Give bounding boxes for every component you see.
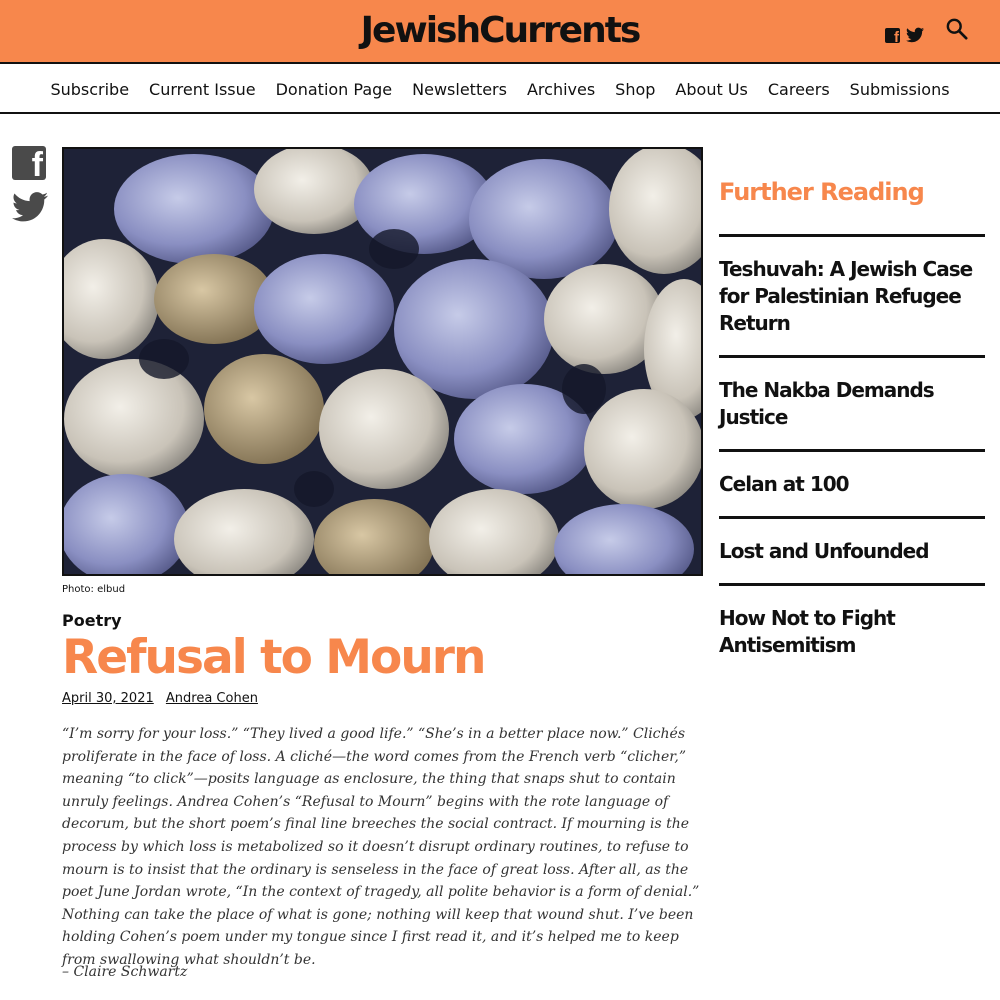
article-signature: – Claire Schwartz bbox=[62, 964, 188, 980]
nav-item-archives[interactable]: Archives bbox=[526, 79, 596, 99]
nav-item-shop[interactable]: Shop bbox=[615, 79, 656, 99]
hero-image bbox=[62, 147, 703, 576]
article-date[interactable]: April 30, 2021 bbox=[62, 691, 154, 706]
further-reading-item[interactable]: How Not to Fight Antisemitism bbox=[719, 583, 985, 677]
further-reading-item[interactable]: Lost and Unfounded bbox=[719, 516, 985, 583]
twitter-icon[interactable] bbox=[906, 27, 924, 43]
further-reading-item[interactable]: The Nakba Demands Justice bbox=[719, 355, 985, 449]
nav-item-donation-page[interactable]: Donation Page bbox=[275, 79, 393, 99]
site-logo[interactable]: JewishCurrents bbox=[360, 10, 640, 51]
nav-item-current-issue[interactable]: Current Issue bbox=[149, 79, 256, 99]
photo-caption: Photo: elbud bbox=[62, 584, 126, 595]
nav-item-submissions[interactable]: Submissions bbox=[849, 79, 950, 99]
nav-item-careers[interactable]: Careers bbox=[767, 79, 830, 99]
facebook-icon[interactable] bbox=[885, 28, 900, 43]
nav-item-subscribe[interactable]: Subscribe bbox=[50, 79, 130, 99]
twitter-share-icon[interactable] bbox=[12, 192, 48, 222]
facebook-share-icon[interactable] bbox=[12, 146, 46, 180]
article-meta bbox=[62, 691, 266, 706]
further-reading bbox=[719, 178, 985, 677]
site-header bbox=[0, 0, 1000, 64]
main-nav bbox=[0, 66, 1000, 114]
article-body: “I’m sorry for your loss.” “They lived a good life.” “She’s in a better place now.” Clichés proliferate in the face of loss. A cliché—the word comes from the French verb “clicher,” meaning “to click”—posits language as enclosure, the thing that snaps shut to contain unruly feelings. Andrea Cohen’s “Refusal to Mourn” begins with the rote language of decorum, but the short poem’s final line breeches the social contract. If mourning is the process by which loss is metabolized so it doesn’t disrupt ordinary routines, to refuse to mourn is to insist that the ordinary is senseless in the face of great loss. After all, as the poet June Jordan wrote, “In the context of tragedy, all polite behavior is a form of denial.” Nothing can take the place of what is gone; nothing will keep that wound shut. I’ve been holding Cohen’s poem under my tongue since I first read it, and it’s helped me to keep from swallowing what shouldn’t be. bbox=[62, 726, 700, 968]
nav-item-about-us[interactable]: About Us bbox=[675, 79, 748, 99]
dried-flowers-photo bbox=[64, 149, 703, 576]
further-reading-item[interactable]: Teshuvah: A Jewish Case for Palestinian Refugee Return bbox=[719, 234, 985, 355]
nav-item-newsletters[interactable]: Newsletters bbox=[412, 79, 507, 99]
further-reading-title: Further Reading bbox=[719, 178, 924, 206]
article-category[interactable]: Poetry bbox=[62, 611, 122, 630]
share-bar bbox=[12, 146, 48, 222]
search-icon[interactable] bbox=[946, 18, 968, 40]
article-author[interactable]: Andrea Cohen bbox=[165, 691, 258, 706]
article-title: Refusal to Mourn bbox=[62, 630, 485, 685]
further-reading-item[interactable]: Celan at 100 bbox=[719, 449, 985, 516]
header-icons bbox=[885, 24, 968, 46]
